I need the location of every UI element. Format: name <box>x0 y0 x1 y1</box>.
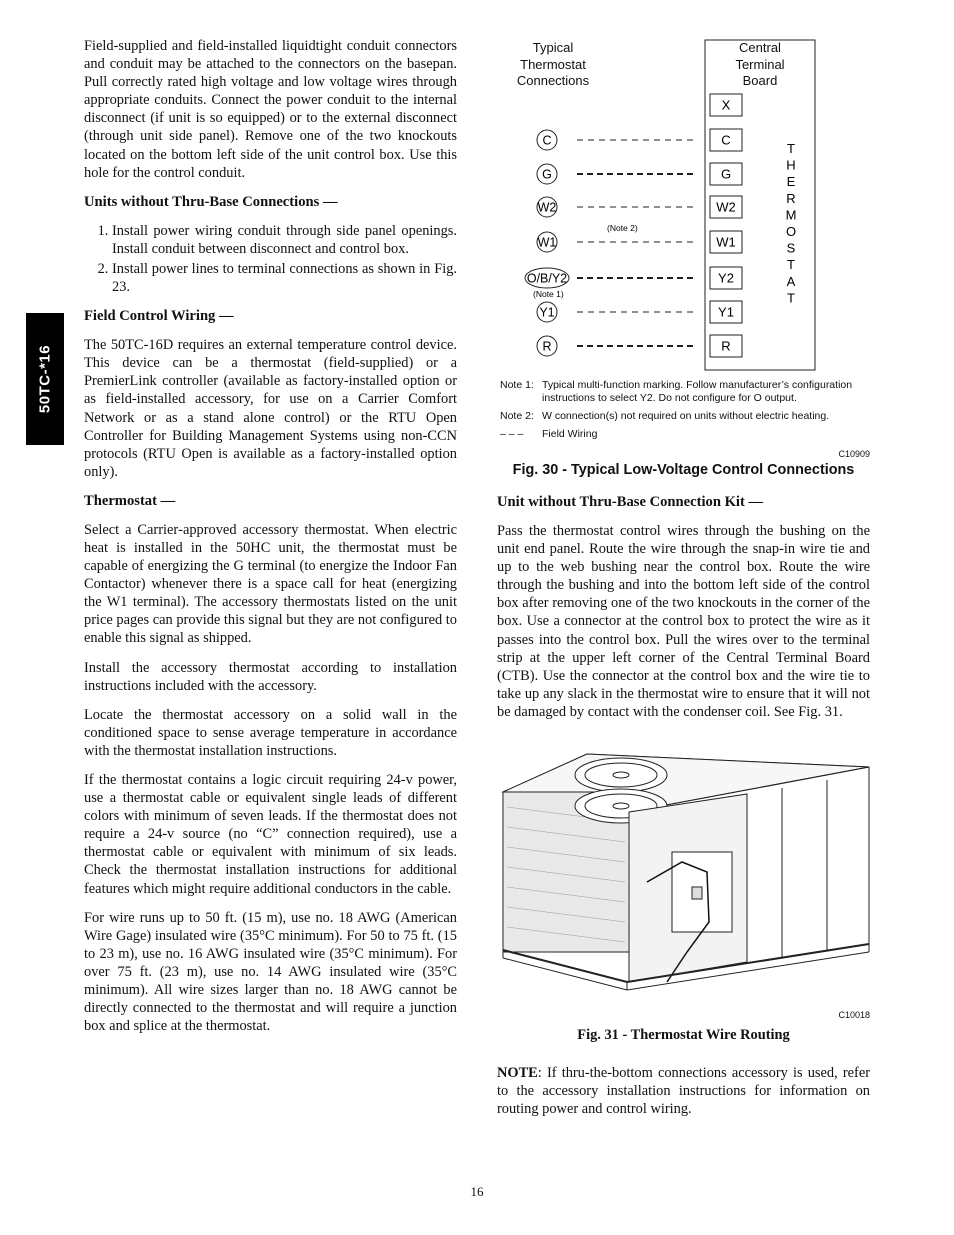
note-text: : If thru‑the‑bottom connections accessory is used, refer to the accessory installation instructions for information on routing power and control wiring. <box>497 1065 870 1118</box>
thermostat-paragraph: For wire runs up to 50 ft. (15 m), use no. 18 AWG (American Wire Gage) insulated wire (35°C minimum). For 50 to 75 ft. (15 to 23 m), use no. 16 AWG insulated wire (35°C minimum). For over 75 ft. (23 m), use no. 14 AWG insulated wire (35°C minimum). All wire sizes larger than no. 18 AWG cannot be directly connected to the thermostat and will require a junction box and splice at the thermostat. <box>84 909 457 1035</box>
note1-tag: (Note 1) <box>533 289 564 299</box>
rooftop-unit-drawing <box>497 732 870 1020</box>
ctb-header: Central Terminal Board <box>735 40 785 88</box>
fig30-code: C10909 <box>838 449 870 459</box>
kit-paragraph: Pass the thermostat control wires through the bushing on the unit end panel. Route the wire through the snap‑in wire tie and up to the web bushing near the control box. Route the wire through the bushing and into the bottom left side of the control box after removing one of the two knockouts in the corner of the box. Use a connector at the control box to protect the wire as it passes into the control box. Pull the wires over to the terminal strip at the upper left corner of the Central Terminal Board (CTB). Use the connector at the control box and the wire tie to take up any slack in the thermostat wire to ensure that it will not be damaged by contact with the condenser coil. See Fig. 31. <box>497 523 870 720</box>
fig31-caption: Fig. 31 ‑ Thermostat Wire Routing <box>577 1027 790 1044</box>
thermostat-vertical-letter: O <box>785 224 797 239</box>
ctb-terminal-label: R <box>721 338 731 354</box>
field-control-heading: Field Control Wiring — <box>84 308 234 325</box>
note2-tag: (Note 2) <box>607 223 638 233</box>
fig31-code: C10018 <box>838 1010 870 1021</box>
thermostat-vertical-letter: T <box>787 141 795 156</box>
fig30-wiring-diagram <box>497 37 870 478</box>
thermostat-vertical-letter: T <box>787 290 795 306</box>
units-heading: Units without Thru‑Base Connections — <box>84 193 338 210</box>
thermostat-vertical-letter: E <box>786 174 796 190</box>
left-column <box>84 37 457 1046</box>
right-column <box>497 37 870 1129</box>
ctb-terminal-label: X <box>721 97 731 113</box>
step-item: 2. Install power lines to terminal connections as shown in Fig. 23. <box>112 260 457 296</box>
legend-row: – – – Field Wiring <box>500 428 598 440</box>
ctb-terminal-label: W1 <box>716 234 736 250</box>
note-label: NOTE <box>497 1065 538 1082</box>
thermostat-vertical-letter: T <box>787 257 795 273</box>
thermostat-terminal-label: O/B/Y2 <box>526 271 568 286</box>
thermostat-terminal-label: Y1 <box>539 305 555 320</box>
note-paragraph <box>497 1064 870 1118</box>
ctb-terminal-label: Y2 <box>718 270 734 286</box>
ctb-terminal-label: C <box>721 132 731 148</box>
thermostat-paragraph: Select a Carrier‑approved accessory thermostat. When electric heat is installed in the 50HC unit, the thermostat must be capable of energizing the G terminal (to energize the Indoor Fan Contactor) whenever there is a space call for heat (energizing the W1 terminal). The accessory thermostats listed on the unit price pages can provide this signal but they are not configured to enable this signal as shipped. <box>84 521 457 647</box>
ctb-terminal-label: G <box>720 166 732 182</box>
thermostat-heading: Thermostat — <box>84 492 176 509</box>
intro-paragraph: Field‑supplied and field‑installed liquidtight conduit connectors and conduit may be attached to the connectors on the basepan. Pull correctly rated high voltage and low voltage wires through appropriate conduits. Connect the power conduit to the internal disconnect (if unit is so equipped) or to the external disconnect (through unit side panel). Remove one of the two knockouts located on the bottom left side of the unit control box. Use this hole for the control conduit. <box>84 38 457 181</box>
thermostat-terminal-label: R <box>542 339 552 354</box>
thermostat-connections-header: Typical Thermostat Connections <box>516 40 590 88</box>
units-steps-list <box>84 222 457 296</box>
thermostat-vertical-letter: M <box>785 207 797 223</box>
note-row: Note 2: W connection(s) not required on units without electric heating. <box>500 410 830 422</box>
note-row: Note 1: Typical multi‑function marking. Follow manufacturer’s configuration instructions to select Y2. Do not configure for O output. <box>500 379 853 404</box>
field-control-paragraph: The 50TC‑16D requires an external temperature control device. This device can be a thermostat (field‑supplied) or a PremierLink controller (available as factory‑installed option or as field‑installed accessory, for use on a Carrier Comfort Network or as a stand alone control) or the RTU Open Controller for Building Management Systems using non‑CCN protocols (RTU Open is available as a factory‑installed option only). <box>84 337 457 480</box>
thermostat-paragraph: If the thermostat contains a logic circuit requiring 24‑v power, use a thermostat cable or equivalent single leads of different colors with minimum of seven leads. If the thermostat does not require a 24‑v source (no “C” connection required), use a thermostat cable or equivalent with minimum of six leads. Check the thermostat installation instructions for additional features which might require additional conductors in the cable. <box>84 772 457 897</box>
thermostat-vertical-letter: A <box>786 273 796 289</box>
step-item: 1. Install power wiring conduit through side panel openings. Install conduit between disconnect and control box. <box>112 222 457 258</box>
thermostat-paragraph: Install the accessory thermostat according to installation instructions included with the accessory. <box>84 659 457 694</box>
side-tab: 50TC-*16 <box>26 313 64 445</box>
thermostat-terminal-label: C <box>542 133 552 148</box>
thermostat-paragraph: Locate the thermostat accessory on a solid wall in the conditioned space to sense average temperature in accordance with the thermostat installation instructions. <box>84 706 457 759</box>
fig30-caption: Fig. 30 ‑ Typical Low‑Voltage Control Connections <box>512 462 855 478</box>
thermostat-terminal-label: W1 <box>537 235 557 250</box>
fig30-notes <box>500 379 870 446</box>
page-number: 16 <box>470 1184 484 1199</box>
ctb-terminal-label: Y1 <box>718 304 734 320</box>
thermostat-terminal-label: G <box>542 167 552 182</box>
thermostat-vertical-letter: R <box>786 190 796 206</box>
thermostat-vertical-letter: H <box>786 157 796 173</box>
fig31-unit-illustration <box>497 732 870 1020</box>
ctb-terminal-label: W2 <box>716 199 736 215</box>
thermostat-terminal-label: W2 <box>537 200 557 215</box>
thermostat-vertical-letter: S <box>786 240 796 256</box>
dashed-line-icon: – – – <box>500 428 524 440</box>
kit-heading: Unit without Thru‑Base Connection Kit — <box>497 494 764 510</box>
